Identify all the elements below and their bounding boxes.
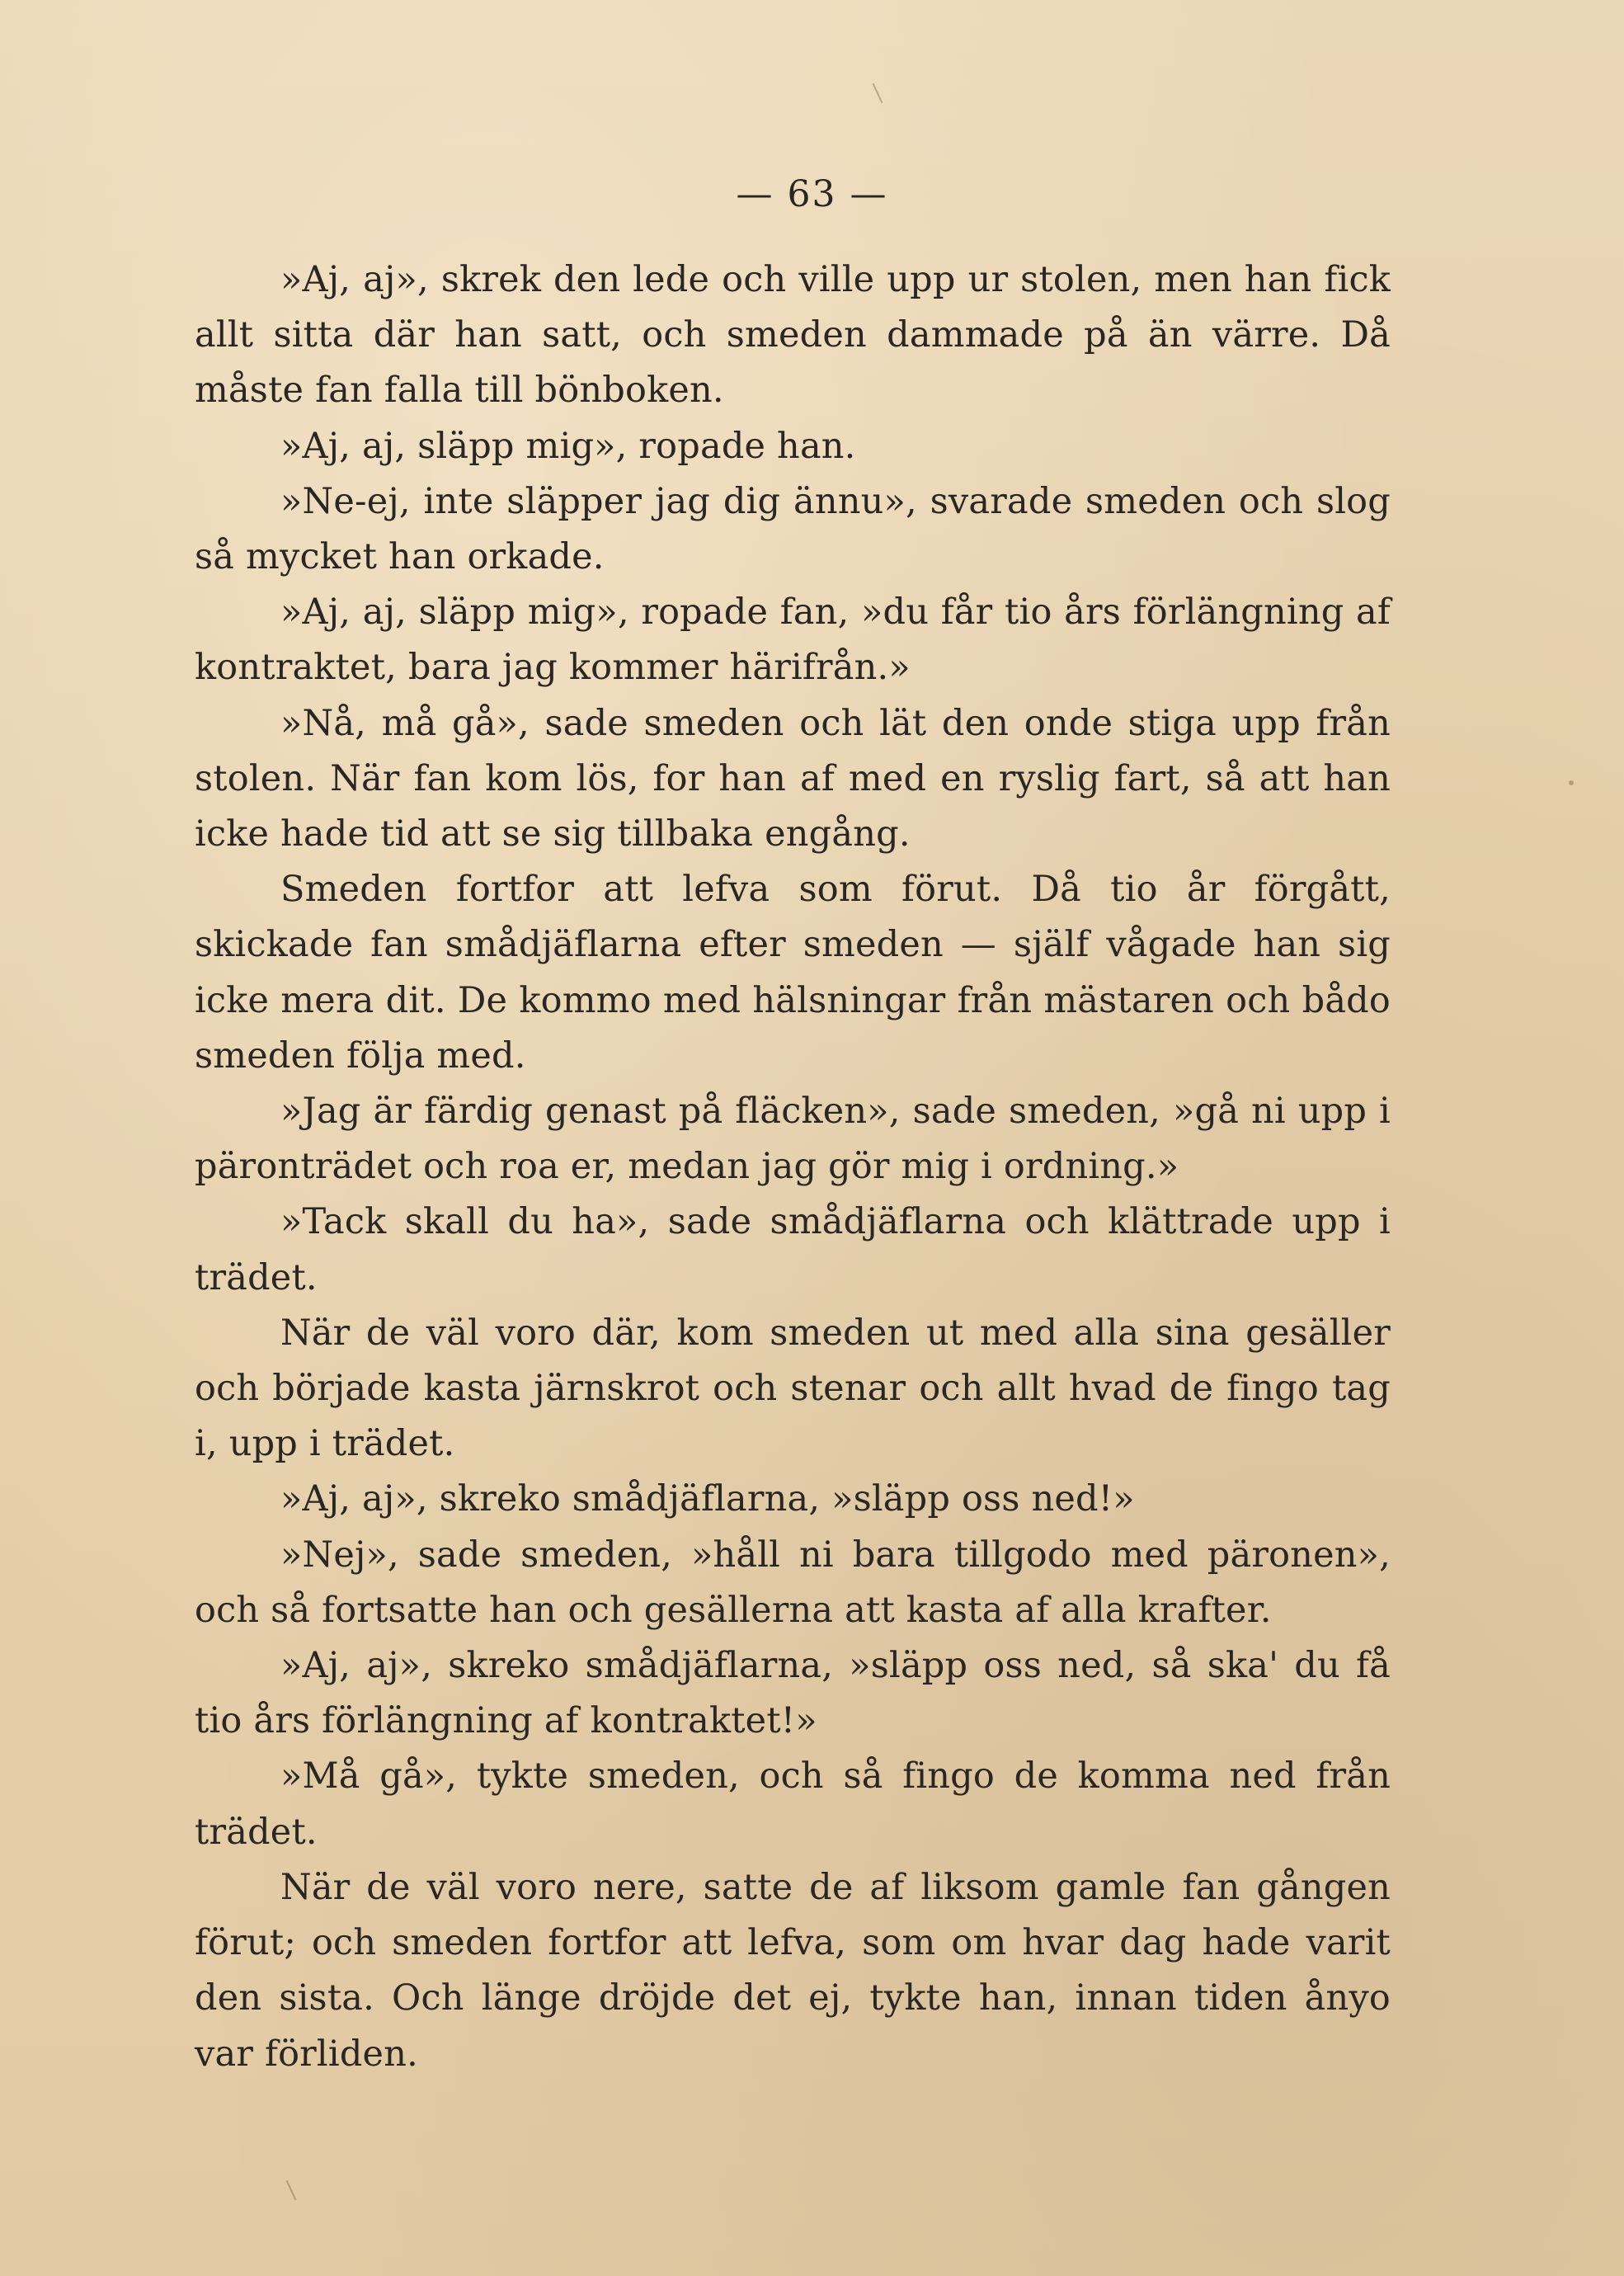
paragraph: »Må gå», tykte smeden, och så fingo de komma ned från trädet. [195, 1755, 1391, 1853]
paper-speck [1569, 780, 1574, 785]
paragraph: »Aj, aj», skreko smådjäflarna, »släpp oss ned!» [280, 1478, 1135, 1520]
paragraph: »Aj, aj», skrek den lede och ville upp ur stolen, men han fick allt sitta där han satt, och smeden dammade på än värre. Då måste fan falla till bönboken. [195, 259, 1391, 412]
paragraph: Smeden fortfor att lefva som förut. Då tio år förgått, skickade fan smådjäflarna efter smeden — själf vågade han sig icke mera dit. De kommo med hälsningar från mästaren och bådo smeden följa med. [195, 869, 1391, 1077]
paragraph: »Aj, aj, släpp mig», ropade fan, »du får tio års förlängning af kontraktet, bara jag kommer härifrån.» [195, 591, 1391, 689]
page-number: — 63 — [736, 173, 888, 215]
paragraph: »Ne-ej, inte släpper jag dig ännu», svarade smeden och slog så mycket han orkade. [195, 480, 1391, 578]
paragraph: »Nej», sade smeden, »håll ni bara tillgodo med päronen», och så fortsatte han och gesällerna att kasta af alla krafter. [195, 1534, 1391, 1631]
paragraph: När de väl voro nere, satte de af liksom gamle fan gången förut; och smeden fortfor att lefva, som om hvar dag hade varit den sista. Och länge dröjde det ej, tykte han, innan tiden ånyo var förliden. [195, 1866, 1391, 2075]
body-text [195, 252, 1391, 2082]
paragraph: »Aj, aj, släpp mig», ropade han. [280, 425, 856, 467]
paragraph: »Aj, aj», skreko smådjäflarna, »släpp oss ned, så ska' du få tio års förlängning af kontraktet!» [195, 1645, 1391, 1742]
paragraph: »Tack skall du ha», sade smådjäflarna och klättrade upp i trädet. [195, 1201, 1391, 1298]
paper-scratch [873, 83, 883, 103]
paper-scratch [286, 2180, 297, 2200]
paragraph: »Nå, må gå», sade smeden och lät den onde stiga upp från stolen. När fan kom lös, for han af med en ryslig fart, så att han icke hade tid att se sig tillbaka engång. [195, 702, 1391, 855]
paragraph: »Jag är färdig genast på fläcken», sade smeden, »gå ni upp i päronträdet och roa er, medan jag gör mig i ordning.» [195, 1091, 1391, 1188]
paragraph: När de väl voro där, kom smeden ut med alla sina gesäller och började kasta järnskrot och stenar och allt hvad de fingo tag i, upp i trädet. [195, 1312, 1391, 1465]
